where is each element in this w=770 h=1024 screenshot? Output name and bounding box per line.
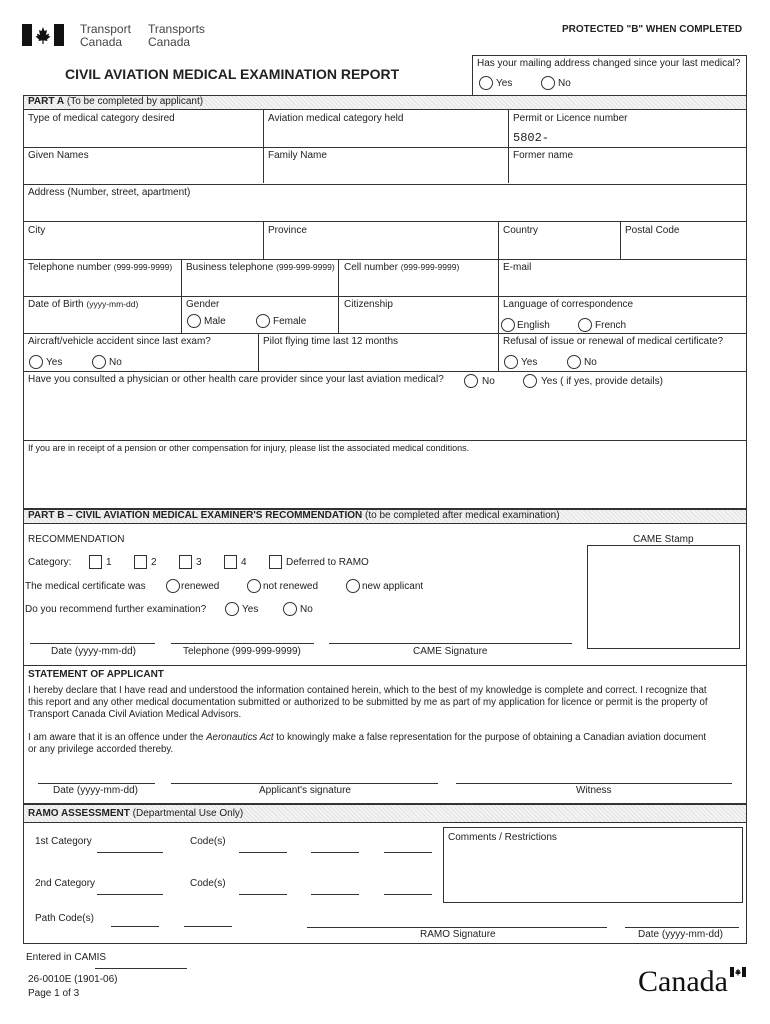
- comments-restrictions-label: Comments / Restrictions: [448, 832, 557, 843]
- applicant-signature-label: Applicant's signature: [259, 785, 351, 796]
- ramo-first-category-line[interactable]: [97, 852, 163, 853]
- ramo-second-code-line-3[interactable]: [384, 894, 432, 895]
- canada-wordmark-text: Canada: [638, 965, 728, 998]
- email-label: E-mail: [503, 262, 532, 273]
- category-4-label: 4: [241, 557, 247, 568]
- witness-line[interactable]: [456, 783, 732, 784]
- gender-female-radio[interactable]: [256, 314, 270, 328]
- statement-paragraph-2-line-2: or any privilege accorded thereby.: [28, 744, 174, 755]
- consulted-no-radio[interactable]: [464, 374, 478, 388]
- form-title: CIVIL AVIATION MEDICAL EXAMINATION REPORT: [65, 66, 400, 82]
- new-applicant-radio[interactable]: [346, 579, 360, 593]
- canada-wordmark: [638, 966, 748, 998]
- part-a-title: PART A (To be completed by applicant): [28, 96, 204, 107]
- category-2-label: 2: [151, 557, 157, 568]
- family-name-label: Family Name: [268, 150, 327, 161]
- renewed-label: renewed: [181, 581, 220, 592]
- applicant-date-line[interactable]: [38, 783, 155, 784]
- ramo-second-code-line-2[interactable]: [311, 894, 359, 895]
- consulted-yes-radio[interactable]: [523, 374, 537, 388]
- path-codes-label: Path Code(s): [35, 913, 94, 924]
- consulted-question: Have you consulted a physician or other health care provider since your last aviation medical?: [28, 374, 444, 385]
- type-category-label: Type of medical category desired: [28, 113, 175, 124]
- pilot-time-label: Pilot flying time last 12 months: [263, 336, 399, 347]
- ramo-first-code-line-2[interactable]: [311, 852, 359, 853]
- ramo-first-category-label: 1st Category: [35, 836, 92, 847]
- province-label: Province: [268, 225, 307, 236]
- further-yes-radio[interactable]: [225, 602, 239, 616]
- ramo-second-code-line-1[interactable]: [239, 894, 287, 895]
- mailing-no-label: No: [558, 78, 571, 89]
- renewed-radio[interactable]: [166, 579, 180, 593]
- deferred-ramo-checkbox[interactable]: [269, 555, 282, 569]
- statement-paragraph-1-line-1: I hereby declare that I have read and understood the information contained herein, which to the best of my knowledge is complete and correct. I recognize that: [28, 685, 707, 696]
- given-names-label: Given Names: [28, 150, 89, 161]
- pension-question: If you are in receipt of a pension or other compensation for injury, please list the associated medical conditions.: [28, 443, 470, 453]
- recommendation-label: RECOMMENDATION: [28, 534, 125, 545]
- language-label: Language of correspondence: [503, 299, 634, 310]
- category-label: Category:: [28, 557, 72, 568]
- wordmark-flag-icon: [730, 967, 746, 977]
- ramo-second-category-line[interactable]: [97, 894, 163, 895]
- gender-label: Gender: [186, 299, 220, 310]
- witness-label: Witness: [576, 785, 612, 796]
- mailing-yes-label: Yes: [496, 78, 513, 89]
- language-english-radio[interactable]: [501, 318, 515, 332]
- cell-number-label: Cell number (999-999-9999): [344, 262, 460, 273]
- ramo-title: RAMO ASSESSMENT (Departmental Use Only): [28, 808, 244, 819]
- gender-male-radio[interactable]: [187, 314, 201, 328]
- dept-name-fr-2: Canada: [148, 35, 191, 49]
- language-french-label: French: [595, 320, 627, 331]
- certificate-status-label: The medical certificate was: [25, 581, 146, 592]
- category-1-label: 1: [106, 557, 112, 568]
- ramo-second-category-label: 2nd Category: [35, 878, 96, 889]
- ramo-first-code-line-1[interactable]: [239, 852, 287, 853]
- postal-code-label: Postal Code: [625, 225, 680, 236]
- not-renewed-label: not renewed: [263, 581, 319, 592]
- ramo-first-code-line-3[interactable]: [384, 852, 432, 853]
- address-label: Address (Number, street, apartment): [28, 187, 191, 198]
- ramo-first-codes-label: Code(s): [190, 836, 226, 847]
- category-3-checkbox[interactable]: [179, 555, 192, 569]
- refusal-yes-label: Yes: [521, 357, 538, 368]
- entered-camis-label: Entered in CAMIS: [26, 952, 107, 963]
- gender-male-label: Male: [204, 316, 226, 327]
- mailing-yes-radio[interactable]: [479, 76, 493, 90]
- ramo-date-label: Date (yyyy-mm-dd): [638, 929, 724, 940]
- canada-flag-logo: [22, 24, 64, 46]
- telephone-label: Telephone number (999-999-9999): [28, 262, 173, 273]
- page-number: Page 1 of 3: [28, 988, 80, 999]
- further-no-radio[interactable]: [283, 602, 297, 616]
- accident-label: Aircraft/vehicle accident since last exam?: [28, 336, 211, 347]
- came-telephone-label: Telephone (999-999-9999): [183, 646, 301, 657]
- former-name-label: Former name: [513, 150, 574, 161]
- dept-name-fr-1: Transports: [148, 22, 205, 36]
- dob-label: Date of Birth (yyyy-mm-dd): [28, 299, 139, 310]
- form-number: 26-0010E (1901-06): [28, 974, 118, 985]
- mailing-address-question: Has your mailing address changed since your last medical?: [477, 58, 741, 69]
- language-english-label: English: [517, 320, 550, 331]
- category-2-checkbox[interactable]: [134, 555, 147, 569]
- further-no-label: No: [300, 604, 313, 615]
- business-telephone-label: Business telephone (999-999-9999): [186, 262, 335, 273]
- ramo-date-line[interactable]: [625, 927, 739, 928]
- came-telephone-line[interactable]: [171, 643, 314, 644]
- new-applicant-label: new applicant: [362, 581, 424, 592]
- came-date-label: Date (yyyy-mm-dd): [51, 646, 137, 657]
- applicant-date-label: Date (yyyy-mm-dd): [53, 785, 139, 796]
- path-code-line-1[interactable]: [111, 926, 159, 927]
- category-4-checkbox[interactable]: [224, 555, 237, 569]
- ramo-signature-label: RAMO Signature: [420, 929, 496, 940]
- statement-paragraph-2-line-1: I am aware that it is an offence under the Aeronautics Act to knowingly make a false representation for the purpose of obtaining a Canadian aviation document: [28, 732, 707, 743]
- came-date-line[interactable]: [30, 643, 155, 644]
- dept-name-en-2: Canada: [80, 35, 123, 49]
- statement-title: STATEMENT OF APPLICANT: [28, 669, 164, 680]
- came-stamp-box: [587, 545, 740, 649]
- consulted-no-label: No: [482, 376, 495, 387]
- accident-no-radio[interactable]: [92, 355, 106, 369]
- came-signature-line[interactable]: [329, 643, 572, 644]
- came-signature-label: CAME Signature: [413, 646, 488, 657]
- path-code-line-2[interactable]: [184, 926, 232, 927]
- mailing-no-radio[interactable]: [541, 76, 555, 90]
- entered-camis-line[interactable]: [95, 968, 187, 969]
- category-1-checkbox[interactable]: [89, 555, 102, 569]
- language-french-radio[interactable]: [578, 318, 592, 332]
- refusal-no-label: No: [584, 357, 597, 368]
- protected-notice: PROTECTED "B" WHEN COMPLETED: [562, 24, 743, 35]
- ramo-second-codes-label: Code(s): [190, 878, 226, 889]
- part-b-title: PART B – CIVIL AVIATION MEDICAL EXAMINER'S RECOMMENDATION (to be completed after medical examination): [28, 510, 560, 521]
- further-exam-question: Do you recommend further examination?: [25, 604, 207, 615]
- category-3-label: 3: [196, 557, 202, 568]
- refusal-no-radio[interactable]: [567, 355, 581, 369]
- applicant-signature-line[interactable]: [171, 783, 438, 784]
- gender-female-label: Female: [273, 316, 307, 327]
- city-label: City: [28, 225, 46, 236]
- permit-label: Permit or Licence number: [513, 113, 628, 124]
- statement-paragraph-1-line-2: this report and any other medical documentation submitted or authorized to be submitted by me as part of my application for licence or permit is the property of: [28, 697, 708, 708]
- dept-name-en-1: Transport: [80, 22, 131, 36]
- came-stamp-label: CAME Stamp: [633, 534, 694, 545]
- accident-yes-label: Yes: [46, 357, 63, 368]
- deferred-ramo-label: Deferred to RAMO: [286, 557, 369, 568]
- category-held-label: Aviation medical category held: [268, 113, 404, 124]
- accident-no-label: No: [109, 357, 122, 368]
- accident-yes-radio[interactable]: [29, 355, 43, 369]
- further-yes-label: Yes: [242, 604, 259, 615]
- ramo-signature-line[interactable]: [307, 927, 607, 928]
- permit-number-field[interactable]: 5802-: [513, 131, 550, 145]
- refusal-label: Refusal of issue or renewal of medical certificate?: [503, 336, 724, 347]
- refusal-yes-radio[interactable]: [504, 355, 518, 369]
- consulted-yes-label: Yes ( if yes, provide details): [541, 376, 663, 387]
- citizenship-label: Citizenship: [344, 299, 393, 310]
- country-label: Country: [503, 225, 539, 236]
- statement-paragraph-1-line-3: Transport Canada Civil Aviation Medical Advisors.: [28, 709, 242, 720]
- not-renewed-radio[interactable]: [247, 579, 261, 593]
